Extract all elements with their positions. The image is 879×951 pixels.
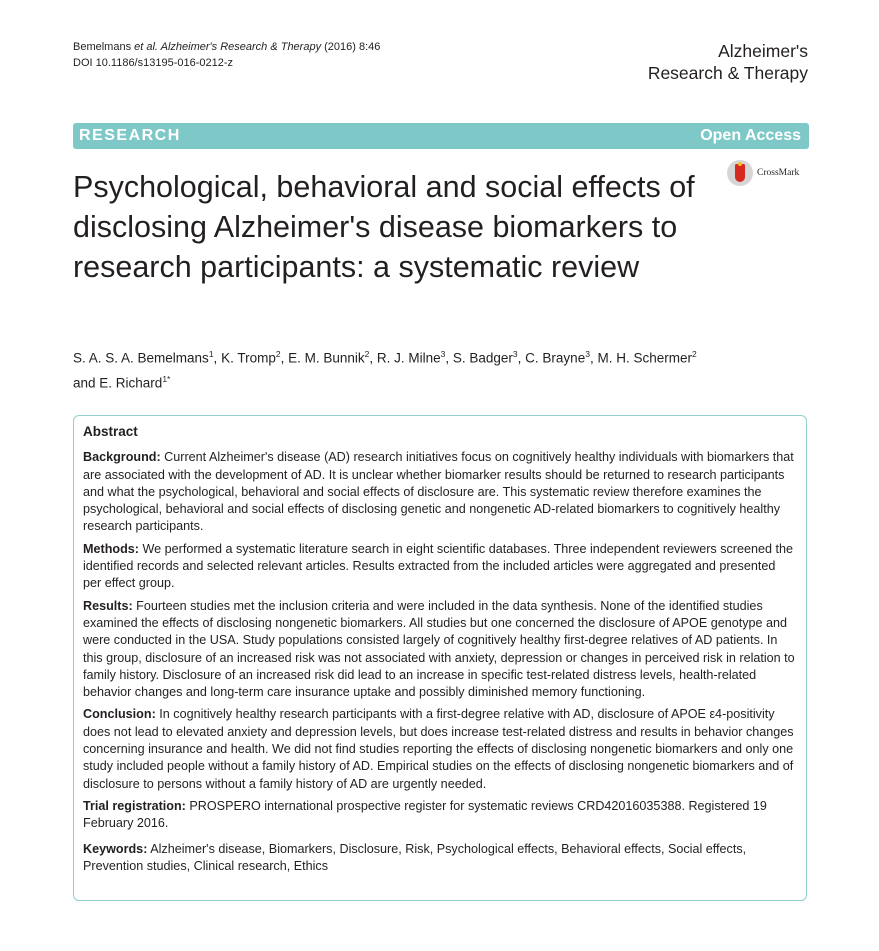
abstract-section: [83, 706, 795, 792]
abstract-box: [73, 415, 807, 901]
author-name[interactable]: S. A. S. A. Bemelmans: [73, 350, 209, 366]
abstract-section: [83, 541, 795, 593]
abstract-section-text: Fourteen studies met the inclusion criteria and were included in the data synthesis. None of the identified studies examined the effects of disclosing nongenetic biomarkers. All studies but one concerned the disclosure of APOE genotype and were conducted in the USA. Study populations consisted largely of cognitively healthy first-degree relatives of AD patients. In this group, disclosure of an increased risk was not associated with anxiety, depression or changes in perceived risk in relation to family history. Disclosure of an increased risk did lead to an increase in specific test-related distress levels, health-related behavior changes and long-term care insurance uptake and possibly diminished memory functioning.: [83, 598, 795, 700]
citation-year: (2016) 8:46: [321, 41, 381, 53]
author-name[interactable]: S. Badger: [452, 350, 513, 366]
open-access-label: Open Access: [700, 127, 801, 144]
author-name[interactable]: R. J. Milne: [376, 350, 441, 366]
abstract-section-label: Conclusion:: [83, 707, 156, 722]
abstract-section-text: In cognitively healthy research participants with a first-degree relative with AD, disclosure of APOE ε4-positivity does not lead to elevated anxiety and depression levels, but does increase test-related distress and results in behavior changes concerning insurance and health. We did not find studies reporting the effects of disclosing nongenetic biomarkers and only one study included people without a family history of AD. Empirical studies on the effects of disclosing nongenetic biomarkers and of disclosure to persons without a family history of AD are urgently needed.: [83, 707, 794, 791]
author-affiliation: 1: [208, 349, 214, 359]
crossmark-label: CrossMark: [757, 168, 800, 178]
abstract-section: [83, 598, 795, 702]
citation-authors: Bemelmans: [73, 41, 135, 53]
journal-logo-line1: Alzheimer's: [718, 41, 808, 61]
author-name[interactable]: C. Brayne: [525, 350, 586, 366]
author-name[interactable]: K. Tromp: [221, 350, 276, 366]
abstract-section-text: PROSPERO international prospective register for systematic reviews CRD42016035388. Registered 19 February 2016.: [83, 798, 767, 831]
abstract-section-label: Keywords:: [83, 841, 148, 856]
author-affiliation: 2: [275, 349, 281, 359]
article-type-banner: [73, 123, 809, 149]
author-affiliation: 3: [512, 349, 518, 359]
journal-logo-line2: Research & Therapy: [647, 63, 808, 83]
abstract-section-text: Alzheimer's disease, Biomarkers, Disclosure, Risk, Psychological effects, Behavioral effects, Social effects, Prevention studies, Clinical research, Ethics: [83, 841, 747, 873]
author-affiliation: 2: [691, 349, 697, 359]
author-name[interactable]: E. M. Bunnik: [288, 350, 365, 366]
author-affiliation: 2: [364, 349, 370, 359]
article-title: Psychological, behavioral and social effects of disclosing Alzheimer's disease biomarkers to research participants: a systematic review: [73, 170, 695, 284]
author-affiliation: 1*: [162, 373, 171, 384]
author-list: S. A. S. A. Bemelmans$^1$, K. Tromp$^2$, E. M. Bunnik$^2$, R. J. Milne$^3$, S. Badger$^3$, C. Brayne$^3$, M. H. Schermer$^2$ and E. Richard$^{1*}$: [73, 349, 697, 390]
abstract-section-text: We performed a systematic literature search in eight scientific databases. Three independent reviewers screened the identified records and selected relevant articles. Results extracted from the included articles were aggregated and presented per effect group.: [83, 541, 794, 591]
author-name[interactable]: and E. Richard: [73, 375, 163, 390]
citation-journal: et al. Alzheimer's Research & Therapy: [134, 41, 322, 53]
citation-block: [73, 39, 380, 71]
abstract-section: [83, 798, 795, 833]
abstract-content: [83, 423, 795, 880]
abstract-section-text: Current Alzheimer's disease (AD) research initiatives focus on cognitively healthy individuals with biomarkers that are associated with the development of AD. It is unclear whether biomarker results should be returned to research participants and what the psychological, behavioral and social effects of disclosure are. This systematic review therefore examines the psychological, behavioral and social effects of disclosing genetic and nongenetic AD-related biomarkers to cognitively healthy research participants.: [83, 450, 794, 534]
crossmark-button[interactable]: [727, 160, 799, 186]
abstract-section: [83, 841, 795, 876]
abstract-sections: [83, 449, 795, 875]
author-affiliation: 3: [585, 349, 590, 359]
abstract-section-label: Results:: [83, 598, 133, 613]
journal-logo: [648, 40, 808, 84]
abstract-section: [83, 449, 795, 535]
citation-line: [73, 39, 380, 55]
author-affiliation: 3: [440, 349, 446, 359]
crossmark-icon: [727, 160, 753, 186]
abstract-section-label: Background:: [83, 450, 161, 465]
abstract-section-label: Trial registration:: [83, 798, 186, 813]
doi[interactable]: DOI 10.1186/s13195-016-0212-z: [73, 57, 234, 69]
abstract-section-label: Methods:: [83, 541, 139, 556]
author-name[interactable]: M. H. Schermer: [597, 350, 692, 366]
abstract-heading: Abstract: [83, 424, 138, 439]
article-type-label: RESEARCH: [79, 127, 181, 144]
